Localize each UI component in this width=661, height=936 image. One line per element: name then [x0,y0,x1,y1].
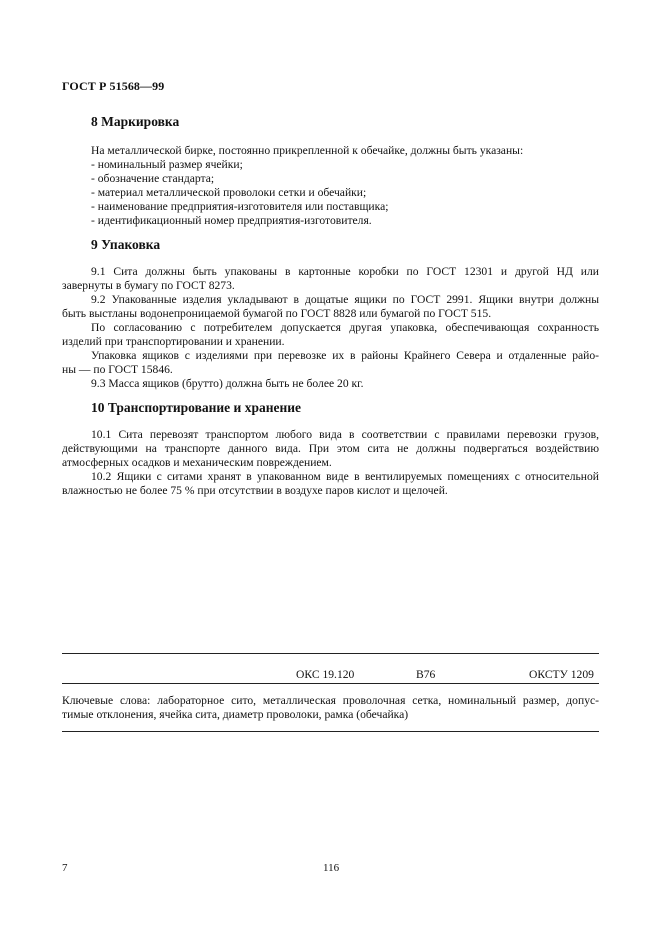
text-line: 9.3 Масса ящиков (брутто) должна быть не более 20 кг. [91,377,364,390]
list-item: - наименование предприятия-изготовителя или поставщика; [91,200,389,213]
text-line: действующими на транспорте данного вида. При этом сита не должны подвергаться воздействию [62,442,599,455]
document-id: ГОСТ Р 51568—99 [62,79,165,93]
text-line: 9.2 Упакованные изделия укладывают в дощатые ящики по ГОСТ 2991. Ящики внутри должны [91,293,599,306]
list-item: - материал металлической проволоки сетки и обечайки; [91,186,367,199]
page-number-left: 7 [62,862,68,874]
keywords-line: Ключевые слова: лабораторное сито, металлическая проволочная сетка, номинальный размер, допус- [62,694,599,707]
divider [62,683,599,684]
text-line: 9.1 Сита должны быть упакованы в картонные коробки по ГОСТ 12301 и другой НД или [91,265,599,278]
okstu-code: ОКСТУ 1209 [529,668,594,681]
text-line: Упаковка ящиков с изделиями при перевозке их в районы Крайнего Севера и отдаленные райо- [91,349,599,362]
text-line: ны — по ГОСТ 15846. [62,363,173,376]
list-item: - номинальный размер ячейки; [91,158,243,171]
section-title-transport: 10 Транспортирование и хранение [91,400,302,415]
text-line: быть выстланы водонепроницаемой бумагой по ГОСТ 8828 или бумагой по ГОСТ 515. [62,307,492,320]
divider [62,653,599,654]
section-title-marking: 8 Маркировка [91,114,180,129]
text-line: 10.1 Сита перевозят транспортом любого вида в соответствии с правилами перевозки грузов, [91,428,599,441]
keywords-line: тимые отклонения, ячейка сита, диаметр проволоки, рамка (обечайка) [62,708,409,721]
text-line: влажностью не более 75 % при отсутствии в воздухе паров кислот и щелочей. [62,484,448,497]
text-line: завернуты в бумагу по ГОСТ 8273. [62,279,235,292]
oks-code: ОКС 19.120 [296,668,355,681]
text-line: 10.2 Ящики с ситами хранят в упакованном виде в вентилируемых помещениях с относительной [91,470,599,483]
page-number-center: 116 [323,862,340,874]
text-line: изделий при транспортировании и хранении. [62,335,285,348]
text-line: На металлической бирке, постоянно прикрепленной к обечайке, должны быть указаны: [91,144,524,157]
list-item: - обозначение стандарта; [91,172,215,185]
divider [62,731,599,732]
text-line: По согласованию с потребителем допускается другая упаковка, обеспечивающая сохранность [91,321,599,334]
section-title-packaging: 9 Упаковка [91,237,161,252]
list-item: - идентификационный номер предприятия-изготовителя. [91,214,372,227]
text-line: атмосферных осадков и механическим повреждением. [62,456,332,469]
group-code: В76 [416,668,436,681]
